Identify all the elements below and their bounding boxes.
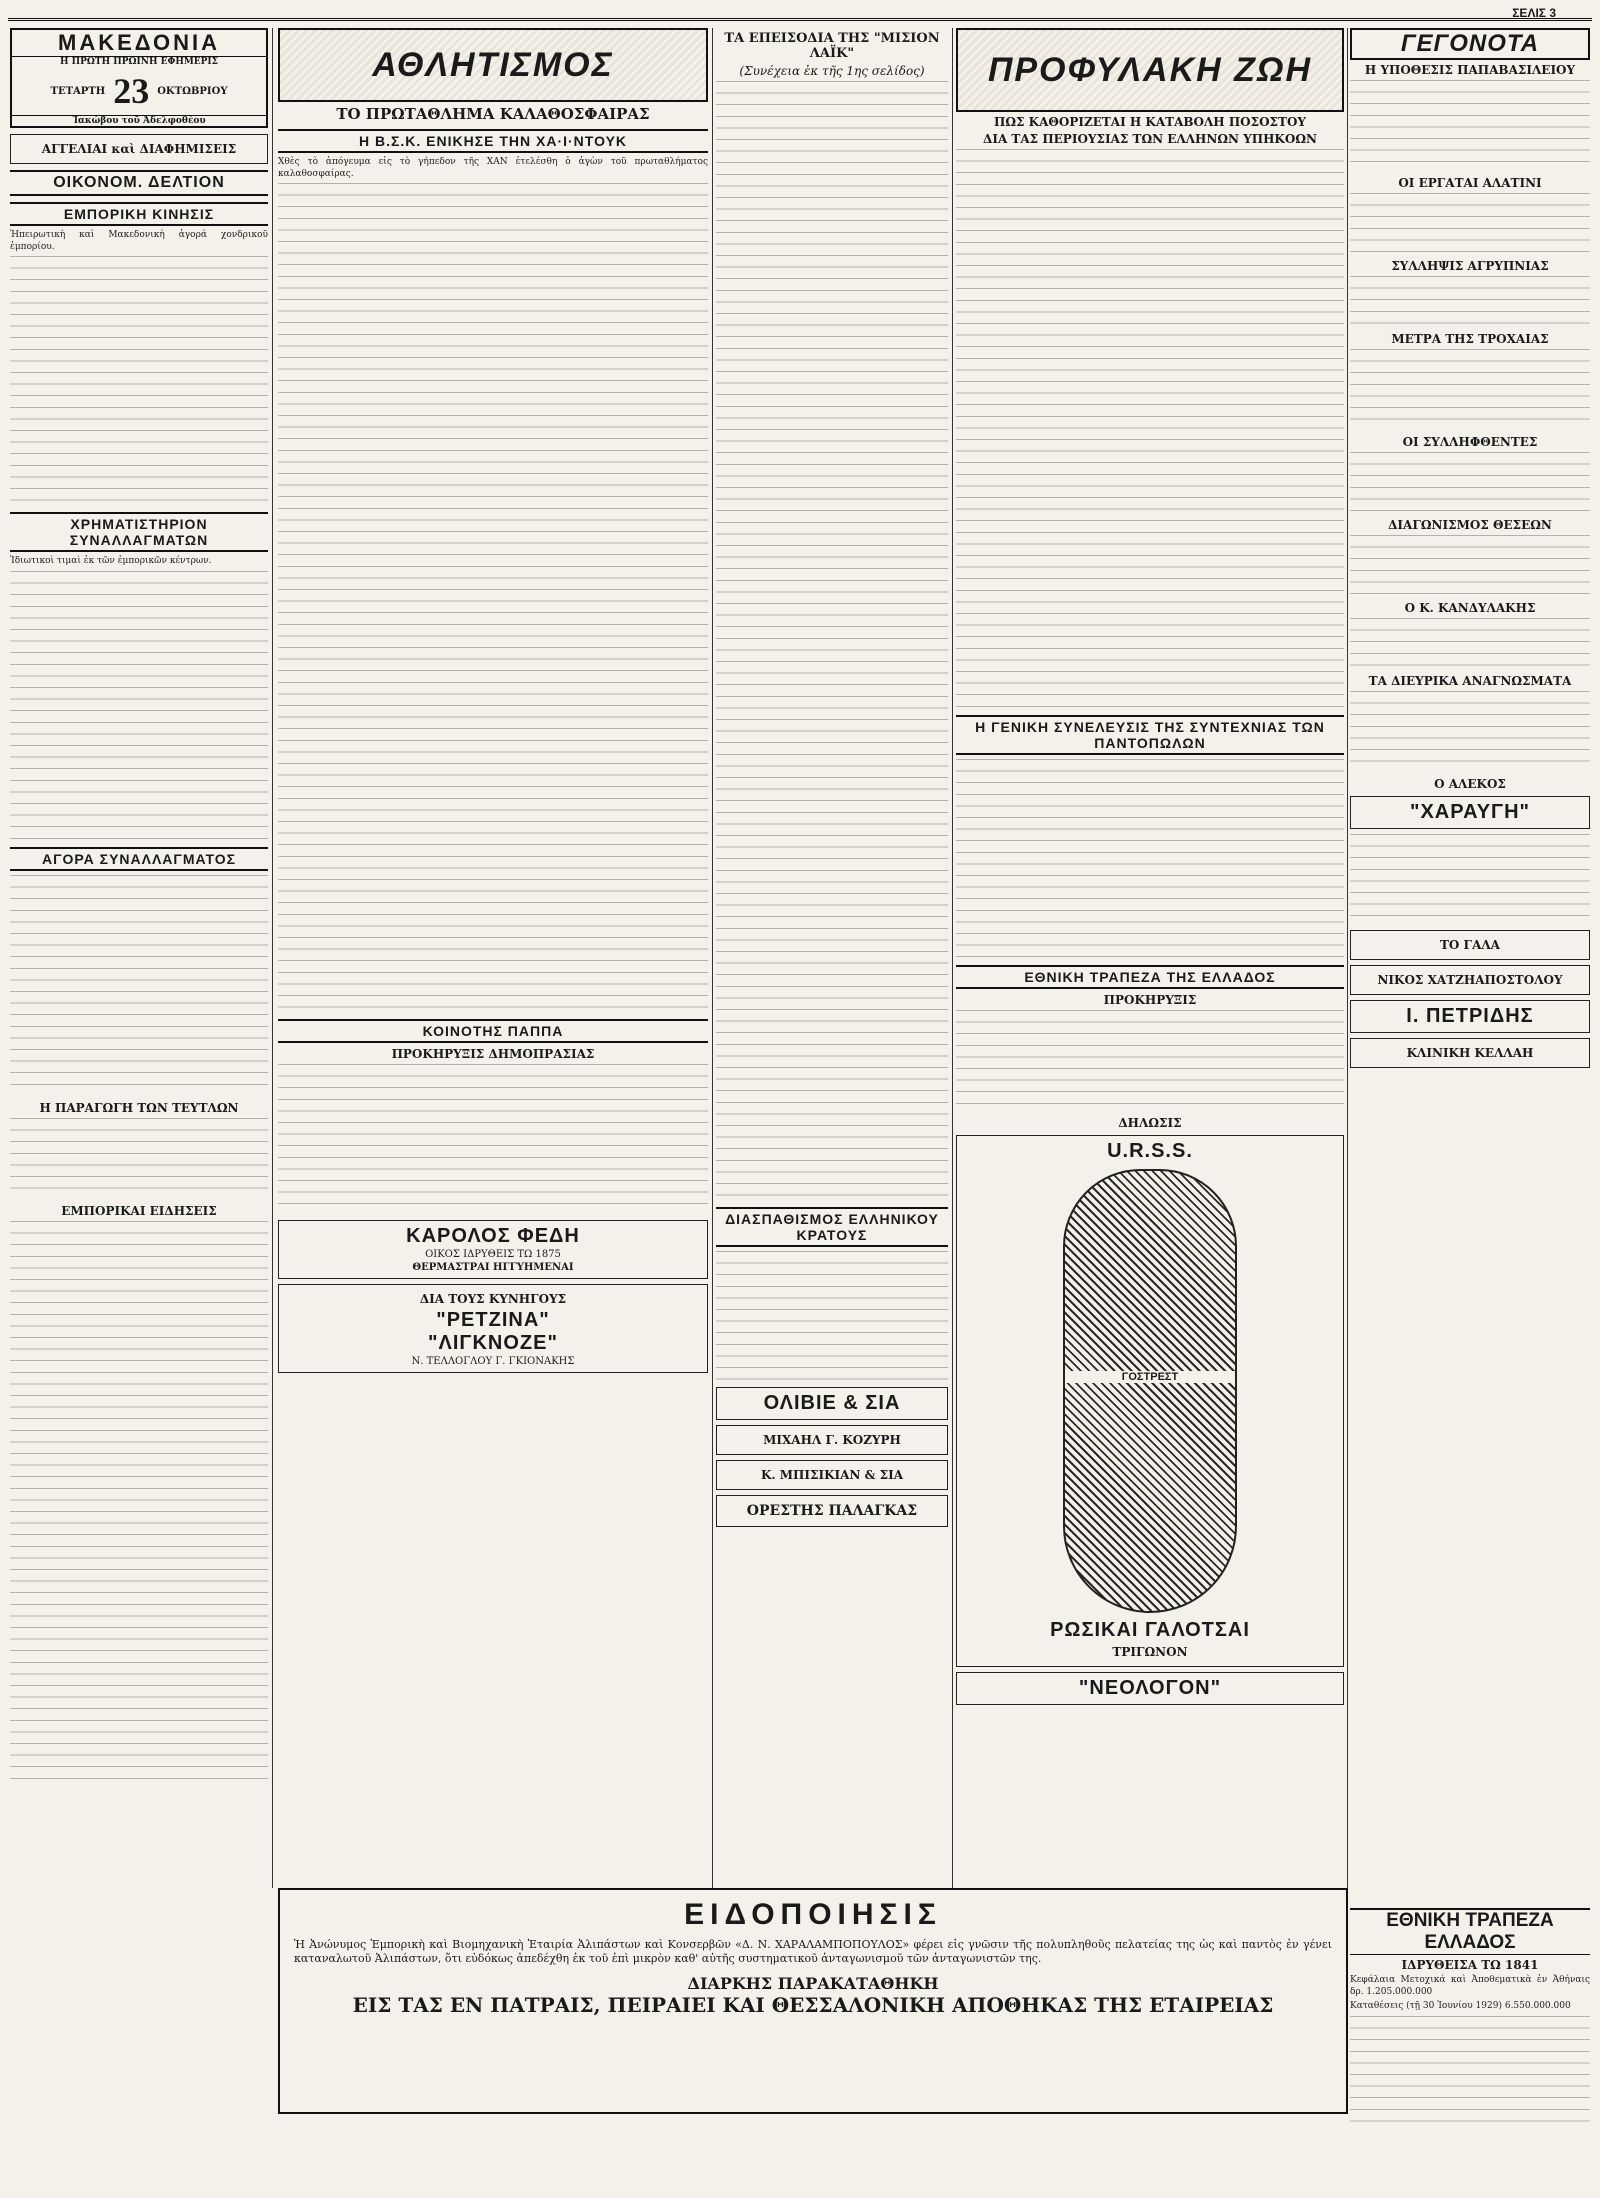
- article-body: [10, 571, 268, 841]
- article-body: [1350, 276, 1590, 326]
- ad-title: "ΡΕΤΖΙΝΑ": [436, 1309, 550, 1332]
- event-heading: Ο ΑΛΕΚΟΣ: [1434, 777, 1506, 791]
- column-rule: [712, 28, 713, 1888]
- ad-title: ΚΑΡΟΛΟΣ ΦΕΔΗ: [406, 1225, 580, 1248]
- column-economy: [10, 28, 268, 1883]
- headline-mission: ΤΑ ΕΠΕΙΣΟΔΙΑ ΤΗΣ "ΜΙΣΙΟΝ ΛΑΪΚ": [724, 31, 940, 61]
- article-body: [1350, 535, 1590, 595]
- column-rule: [272, 28, 273, 1888]
- ad-neologon: [956, 1672, 1344, 1705]
- event-heading: ΣΥΛΛΗΨΙΣ ΑΓΡΥΠΝΙΑΣ: [1391, 259, 1549, 273]
- event-heading: ΟΙ ΣΥΛΛΗΦΘΕΝΤΕΣ: [1402, 435, 1538, 449]
- masthead: [10, 28, 268, 128]
- ad-palagkas: [716, 1495, 948, 1527]
- ad-title: ΚΛΙΝΙΚΗ ΚΕΛΛΑΗ: [1406, 1046, 1534, 1060]
- weekday: ΤΕΤΑΡΤΗ: [50, 85, 106, 97]
- notice-title: ΕΙΔΟΠΟΙΗΣΙΣ: [684, 1898, 942, 1931]
- ad-bisikian: [716, 1460, 948, 1490]
- event-heading: Η ΥΠΟΘΕΣΙΣ ΠΑΠΑΒΑΣΙΛΕΙΟΥ: [1364, 63, 1576, 77]
- headline-exchange: ΧΡΗΜΑΤΙΣΤΗΡΙΟΝ ΣΥΝΑΛΛΑΓΜΑΤΩΝ: [10, 512, 268, 552]
- article-body: [956, 1010, 1344, 1110]
- notice-box: [278, 1888, 1348, 2114]
- column-rule: [1347, 28, 1348, 1888]
- headline-levy-2: ΔΙΑ ΤΑΣ ΠΕΡΙΟΥΣΙΑΣ ΤΩΝ ΕΛΛΗΝΩΝ ΥΠΗΚΟΩΝ: [983, 132, 1317, 146]
- page-number: ΣΕΛΙΣ 3: [1512, 6, 1556, 20]
- notice-text: Ἡ Ἀνώνυμος Ἐμπορικὴ καὶ Βιομηχανικὴ Ἑταιρία Ἀλιπάστων καὶ Κονσερβῶν «Δ. Ν. ΧΑΡΑΛΑΜΠΟΠΟΥΛΟΣ» φέρει εἰς γνῶσιν τῆς πολυπληθοῦς πελατείας της ὡς καὶ παντὸς ἐν γένει καταναλωτοῦ Ἀλιπάστων, ὅτι εὐδόκως ἀπεδέχθη ἐκ τοῦ ἐπὶ μικρὸν καθ' αὐτῆς συστηματικοῦ ἀνταγωνισμοῦ τῶν ἀνταγωνιστῶν της.: [294, 1938, 1332, 1965]
- prison-banner: ΠΡΟΦΥΛΑΚΗ ΖΩΗ: [956, 28, 1344, 112]
- bank-ad: [1350, 1908, 1590, 2158]
- ad-charavgi: [1350, 796, 1590, 829]
- ad-subtitle: ΔΙΑ ΤΟΥΣ ΚΥΝΗΓΟΥΣ: [419, 1292, 567, 1307]
- continued-note: (Συνέχεια ἐκ τῆς 1ης σελίδος): [739, 64, 925, 78]
- article-text: Ἰδιωτικοὶ τιμαὶ ἐκ τῶν ἐμπορικῶν κέντρων.: [10, 556, 212, 567]
- shoe-brand: ΓΟΣΤΡΕΣΤ: [1065, 1371, 1235, 1383]
- article-text: Ἠπειρωτικὴ καὶ Μακεδονικὴ ἀγορά χονδρικοῦ ἐμπορίου.: [10, 230, 268, 252]
- bank-text: [1350, 2016, 1590, 2126]
- ad-title: Κ. ΜΠΙΣΙΚΙΑΝ & ΣΙΑ: [760, 1468, 904, 1482]
- article-body: [716, 81, 948, 1201]
- ad-kozyri: [716, 1425, 948, 1455]
- article-text: Χθὲς τὸ ἀπόγευμα εἰς τὸ γήπεδον τῆς ΧΑΝ ἐτελέσθη ὁ ἀγὼν τοῦ πρωταθλήματος καλαθοσφαίρας.: [278, 157, 708, 179]
- headline-auction: ΠΡΟΚΗΡΥΞΙΣ ΔΗΜΟΠΡΑΣΙΑΣ: [391, 1047, 595, 1062]
- month: ΟΚΤΩΒΡΙΟΥ: [157, 85, 228, 97]
- sports-banner: ΑΘΛΗΤΙΣΜΟΣ: [278, 28, 708, 102]
- ad-urss: [956, 1135, 1344, 1667]
- ad-title: "ΧΑΡΑΥΓΗ": [1409, 801, 1531, 823]
- ads-notice-title: ΑΓΓΕΛΙΑΙ καὶ ΔΙΑΦΗΜΙΣΕΙΣ: [41, 142, 237, 156]
- galoshes-image: [1063, 1169, 1237, 1613]
- article-body: [1350, 452, 1590, 512]
- article-body: [956, 149, 1344, 709]
- rates-table: [10, 875, 268, 1095]
- ad-subtitle: ΤΡΙΓΩΝΟΝ: [1112, 1645, 1188, 1659]
- headline-grocers: Η ΓΕΝΙΚΗ ΣΥΝΕΛΕΥΣΙΣ ΤΗΣ ΣΥΝΤΕΧΝΙΑΣ ΤΩΝ ΠΑΝΤΟΠΩΛΩΝ: [956, 715, 1344, 755]
- ad-title: ΟΛΙΒΙΕ & ΣΙΑ: [763, 1392, 901, 1414]
- masthead-tagline: Η ΠΡΩΤΗ ΠΡΩΙΝΗ ΕΦΗΜΕΡΙΣ: [60, 57, 218, 67]
- column-mission: [716, 28, 948, 1888]
- saint-of-day: Ἰακώβου τοῦ Ἀδελφοθέου: [72, 116, 206, 126]
- event-heading: Ο Κ. ΚΑΝΔΥΛΑΚΗΣ: [1404, 601, 1536, 615]
- bank-founded: ΙΔΡΥΘΕΙΣΑ ΤΩ 1841: [1401, 1958, 1539, 1972]
- notice-subtitle: ΔΙΑΡΚΗΣ ΠΑΡΑΚΑΤΑΘΗΚΗ: [687, 1974, 939, 1993]
- headline-bsk: Η Β.Σ.Κ. ΕΝΙΚΗΣΕ ΤΗΝ ΧΑ·Ι·ΝΤΟΥΚ: [278, 129, 708, 153]
- ad-title: ΝΙΚΟΣ ΧΑΤΖΗΑΠΟΣΤΟΛΟΥ: [1377, 973, 1563, 987]
- masthead-name: ΜΑΚΕΔΟΝΙΑ: [12, 30, 266, 57]
- column-prison: [956, 28, 1344, 1888]
- headline-community: ΚΟΙΝΟΤΗΣ ΠΑΠΠΑ: [278, 1019, 708, 1043]
- headline-commerce: ΕΜΠΟΡΙΚΗ ΚΙΝΗΣΙΣ: [10, 202, 268, 226]
- section-econ: ΟΙΚΟΝΟΜ. ΔΕΛΤΙΟΝ: [10, 170, 268, 196]
- section-events: ΓΕΓΟΝΟΤΑ: [1350, 28, 1590, 60]
- bank-capital: Κεφάλαια Μετοχικά καὶ Ἀποθεματικὰ ἐν Ἀθήναις δρ. 1.205.000.000: [1350, 1975, 1590, 1997]
- article-body: [10, 256, 268, 506]
- headline-currency: ΑΓΟΡΑ ΣΥΝΑΛΛΑΓΜΑΤΟΣ: [10, 847, 268, 871]
- article-body: [278, 183, 708, 1013]
- ad-petridis: [1350, 1000, 1590, 1033]
- event-heading: ΜΕΤΡΑ ΤΗΣ ΤΡΟΧΑΙΑΣ: [1391, 332, 1549, 346]
- headline-bank-notice: ΕΘΝΙΚΗ ΤΡΑΠΕΖΑ ΤΗΣ ΕΛΛΑΔΟΣ: [956, 965, 1344, 989]
- ad-line: Ν. ΤΕΛΛΟΓΛΟΥ Γ. ΓΚΙΟΝΑΚΗΣ: [411, 1356, 575, 1368]
- ad-olivie: [716, 1387, 948, 1420]
- headline-declaration: ΔΗΛΩΣΙΣ: [1118, 1116, 1182, 1130]
- ad-line: ΘΕΡΜΑΣΤΡΑΙ ΗΓΓΥΗΜΕΝΑΙ: [412, 1262, 574, 1274]
- article-body: [716, 1251, 948, 1381]
- ad-title: "ΝΕΟΛΟΓΟΝ": [1078, 1677, 1222, 1699]
- event-heading: ΤΑ ΔΙΕΥΡΙΚΑ ΑΝΑΓΝΩΣΜΑΤΑ: [1368, 674, 1572, 688]
- column-events: [1350, 28, 1590, 1928]
- ad-title: Ι. ΠΕΤΡΙΔΗΣ: [1406, 1005, 1534, 1027]
- article-body: [10, 1118, 268, 1198]
- article-body: [956, 759, 1344, 959]
- event-heading: ΟΙ ΕΡΓΑΤΑΙ ΑΛΑΤΙΝΙ: [1398, 176, 1542, 190]
- top-rule: [8, 6, 1592, 21]
- ad-line: ΟΙΚΟΣ ΙΔΡΥΘΕΙΣ ΤΩ 1875: [425, 1249, 561, 1261]
- article-body: [10, 1221, 268, 1781]
- ad-clinic: [1350, 1038, 1590, 1068]
- ad-title: ΟΡΕΣΤΗΣ ΠΑΛΑΓΚΑΣ: [746, 1503, 918, 1519]
- headline-basketball: ΤΟ ΠΡΩΤΑΘΛΗΜΑ ΚΑΛΑΘΟΣΦΑΙΡΑΣ: [336, 105, 650, 123]
- ad-fedi: [278, 1220, 708, 1279]
- article-body: [278, 1064, 708, 1214]
- ad-title: "ΛΙΓΚΝΟΖΕ": [428, 1332, 558, 1355]
- headline-levy: ΠΩΣ ΚΑΘΟΡΙΖΕΤΑΙ Η ΚΑΤΑΒΟΛΗ ΠΟΣΟΣΤΟΥ: [994, 115, 1306, 129]
- headline-state: ΔΙΑΣΠΑΘΙΣΜΟΣ ΕΛΛΗΝΙΚΟΥ ΚΡΑΤΟΥΣ: [716, 1207, 948, 1247]
- article-body: [1350, 834, 1590, 924]
- ad-milk: [1350, 930, 1590, 960]
- column-rule: [952, 28, 953, 1888]
- ad-title: U.R.S.S.: [1107, 1140, 1193, 1162]
- event-heading: ΔΙΑΓΩΝΙΣΜΟΣ ΘΕΣΕΩΝ: [1388, 518, 1552, 532]
- article-body: [1350, 349, 1590, 429]
- day-number: 23: [113, 71, 150, 111]
- bank-title: ΕΘΝΙΚΗ ΤΡΑΠΕΖΑ ΕΛΛΑΔΟΣ: [1350, 1908, 1590, 1955]
- article-body: [1350, 691, 1590, 771]
- ad-title: ΤΟ ΓΑΛΑ: [1439, 938, 1500, 952]
- ads-notice: [10, 134, 268, 164]
- headline-proclamation: ΠΡΟΚΗΡΥΞΙΣ: [1103, 993, 1197, 1007]
- article-body: [1350, 618, 1590, 668]
- headline-beets: Η ΠΑΡΑΓΩΓΗ ΤΩΝ ΤΕΥΤΛΩΝ: [39, 1100, 239, 1115]
- article-body: [1350, 80, 1590, 170]
- date-box: [12, 67, 266, 116]
- headline-trade-news: ΕΜΠΟΡΙΚΑΙ ΕΙΔΗΣΕΙΣ: [61, 1203, 217, 1218]
- notice-warehouses: ΕΙΣ ΤΑΣ ΕΝ ΠΑΤΡΑΙΣ, ΠΕΙΡΑΙΕΙ ΚΑΙ ΘΕΣΣΑΛΟΝΙΚΗ ΑΠΟΘΗΚΑΣ ΤΗΣ ΕΤΑΙΡΕΙΑΣ: [352, 1993, 1274, 2017]
- bank-deposits: Καταθέσεις (τῇ 30 Ἰουνίου 1929) 6.550.000.000: [1350, 2001, 1571, 2012]
- column-sports: [278, 28, 708, 1888]
- ad-chatzi: [1350, 965, 1590, 995]
- ad-title: ΡΩΣΙΚΑΙ ΓΑΛΟΤΣΑΙ: [1050, 1619, 1250, 1641]
- ad-title: ΜΙΧΑΗΛ Γ. ΚΟΖΥΡΗ: [763, 1433, 901, 1447]
- ad-hunters: [278, 1284, 708, 1373]
- article-body: [1350, 193, 1590, 253]
